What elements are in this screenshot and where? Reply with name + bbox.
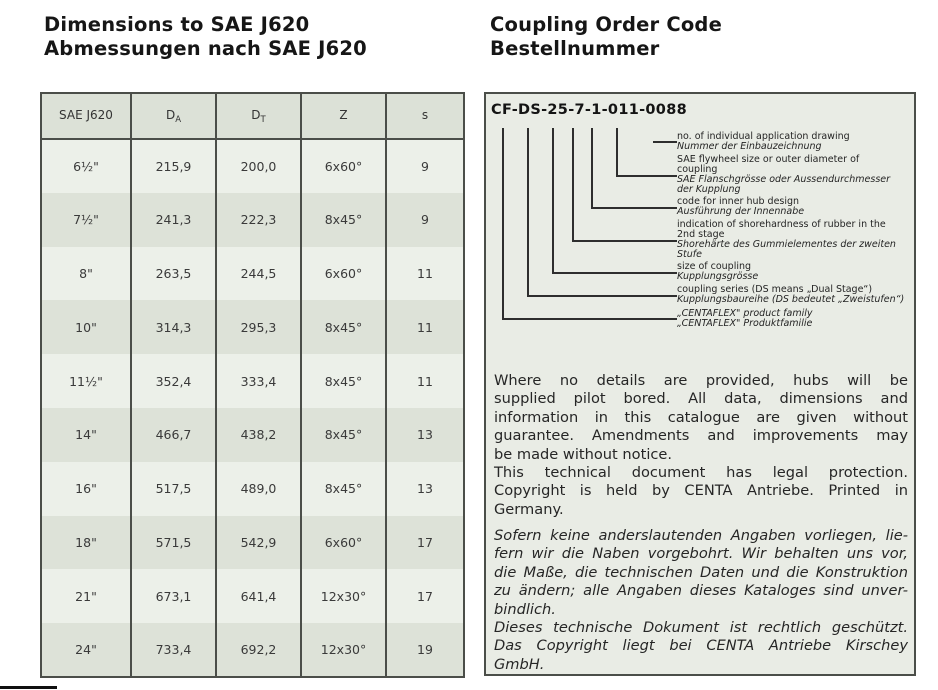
order-code-title	[490, 13, 722, 61]
table-cell: 8"	[79, 265, 93, 281]
label-inner-hub-de: Ausführung der Innennabe	[677, 206, 805, 217]
table-cell: 244,5	[216, 247, 301, 301]
table-cell: 692,2	[216, 623, 301, 677]
notes-german: Sofern keine anderslautenden Angaben vorliegen, lie- fern wir die Naben vorgebohrt. Wir behalten uns vor, die Maße, die technischen Daten und die Konstruktion zu ändern; alle Angaben dieses Kataloges sind unver- bindlich. Dieses technische Dokument ist rechtlich geschützt. Das Copyright liegt bei CENTA Antriebe Kirschey GmbH.	[494, 527, 908, 673]
column-header-da: $D_A$	[131, 93, 216, 139]
table-cell: 11	[386, 354, 464, 408]
table-cell: 21"	[75, 588, 97, 604]
table-cell: 200,0	[216, 139, 301, 193]
table-cell: 9	[386, 139, 464, 193]
table-cell: 641,4	[216, 569, 301, 623]
label-application-drawing-de: Nummer der Einbauzeichnung	[677, 141, 822, 152]
table-cell: 333,4	[216, 354, 301, 408]
table-cell: 13	[386, 462, 464, 516]
label-shorehardness	[677, 220, 917, 260]
column-header-s: s	[386, 93, 464, 139]
table-cell: 438,2	[216, 408, 301, 462]
connector-line	[616, 128, 618, 177]
order-code-title-de: Bestellnummer	[490, 37, 660, 60]
table-cell: 18"	[75, 534, 97, 550]
label-product-family-de: „CENTAFLEX" product family „CENTAFLEX" Produktfamilie	[677, 308, 813, 329]
connector-line	[502, 128, 504, 320]
table-cell: 542,9	[216, 516, 301, 570]
column-header-dt: $D_T$	[216, 93, 301, 139]
connector-line	[616, 175, 677, 177]
connector-line	[572, 128, 574, 242]
table-cell: 11½"	[69, 373, 103, 389]
order-code-title-en: Coupling Order Code	[490, 13, 723, 36]
connector-line	[527, 128, 529, 297]
table-row	[41, 300, 464, 354]
dimensions-title-de: Abmessungen nach SAE J620	[44, 37, 367, 60]
table-cell: 11	[386, 247, 464, 301]
table-cell: 673,1	[131, 569, 216, 623]
connector-line	[572, 240, 677, 242]
label-shorehardness-de: Shorehärte des Gummielementes der zweiten Stufe	[677, 239, 896, 260]
connector-line	[552, 272, 677, 274]
table-cell: 8x45°	[301, 462, 386, 516]
label-coupling-series	[677, 285, 917, 305]
label-application-drawing	[677, 132, 917, 152]
table-row	[41, 569, 464, 623]
table-row	[41, 354, 464, 408]
column-header-sae-j620: SAE J620	[41, 93, 131, 139]
table-cell: 12x30°	[301, 569, 386, 623]
table-cell: 215,9	[131, 139, 216, 193]
connector-line	[653, 141, 677, 143]
table-cell: 8x45°	[301, 408, 386, 462]
order-code-box	[484, 92, 916, 676]
table-cell: 314,3	[131, 300, 216, 354]
table-header-row	[41, 93, 464, 139]
table-cell: 8x45°	[301, 354, 386, 408]
table-cell: 7½"	[73, 212, 99, 228]
connector-line	[591, 207, 677, 209]
table-cell: 14"	[75, 427, 97, 443]
label-flywheel-size	[677, 155, 917, 195]
page-edge-line	[0, 686, 57, 689]
label-coupling-size-en: size of coupling	[677, 261, 752, 272]
table-cell: 733,4	[131, 623, 216, 677]
label-application-drawing-en: no. of individual application drawing	[677, 131, 850, 142]
table-cell: 6½"	[73, 158, 99, 174]
sae-dimensions-table	[40, 92, 465, 678]
label-coupling-size	[677, 262, 917, 282]
table-cell: 517,5	[131, 462, 216, 516]
connector-line	[502, 318, 677, 320]
table-cell: 466,7	[131, 408, 216, 462]
table-cell: 10"	[75, 319, 97, 335]
connector-line	[591, 128, 593, 209]
table-cell: 8x45°	[301, 300, 386, 354]
table-row	[41, 516, 464, 570]
label-product-family	[677, 309, 917, 329]
table-row	[41, 139, 464, 193]
table-cell: 295,3	[216, 300, 301, 354]
label-inner-hub	[677, 197, 917, 217]
table-cell: 24"	[75, 642, 97, 658]
table-cell: 352,4	[131, 354, 216, 408]
table-cell: 17	[386, 516, 464, 570]
table-row	[41, 462, 464, 516]
table-cell: 13	[386, 408, 464, 462]
table-cell: 19	[386, 623, 464, 677]
table-row	[41, 623, 464, 677]
table-cell: 11	[386, 300, 464, 354]
table-row	[41, 247, 464, 301]
table-cell: 8x45°	[301, 193, 386, 247]
table-cell: 222,3	[216, 193, 301, 247]
table-body	[41, 139, 464, 677]
label-coupling-size-de: Kupplungsgrösse	[677, 271, 759, 282]
table-cell: 6x60°	[301, 516, 386, 570]
table-cell: 12x30°	[301, 623, 386, 677]
connector-line	[527, 295, 677, 297]
label-coupling-series-en: coupling series (DS means „Dual Stage“)	[677, 284, 873, 295]
label-shorehardness-en: indication of shorehardness of rubber in the 2nd stage	[677, 219, 886, 240]
dimensions-title-en: Dimensions to SAE J620	[44, 13, 310, 36]
label-flywheel-size-en: SAE flywheel size or outer diameter of coupling	[677, 154, 860, 175]
table-cell: 17	[386, 569, 464, 623]
order-code: CF-DS-25-7-1-011-0088	[491, 102, 687, 118]
table-row	[41, 408, 464, 462]
table-cell: 571,5	[131, 516, 216, 570]
table-cell: 9	[386, 193, 464, 247]
connector-line	[552, 128, 554, 274]
table-row	[41, 193, 464, 247]
table-cell: 241,3	[131, 193, 216, 247]
dimensions-title	[44, 13, 367, 61]
table-cell: 6x60°	[301, 247, 386, 301]
label-inner-hub-en: code for inner hub design	[677, 196, 800, 207]
table-cell: 6x60°	[301, 139, 386, 193]
notes-english: Where no details are provided, hubs will be supplied pilot bored. All data, dimensions and information in this catalogue are given without guarantee. Amendments and improvements may be made without notice. This technical document has legal protection. Copyright is held by CENTA Antriebe. Printed in Germany.	[494, 372, 908, 518]
column-header-z: Z	[301, 93, 386, 139]
table-cell: 263,5	[131, 247, 216, 301]
label-coupling-series-de: Kupplungsbaureihe (DS bedeutet „Zweistufen“)	[677, 294, 905, 305]
table-cell: 16"	[75, 481, 97, 497]
table-cell: 489,0	[216, 462, 301, 516]
label-flywheel-size-de: SAE Flanschgrösse oder Aussendurchmesser der Kupplung	[677, 174, 891, 195]
